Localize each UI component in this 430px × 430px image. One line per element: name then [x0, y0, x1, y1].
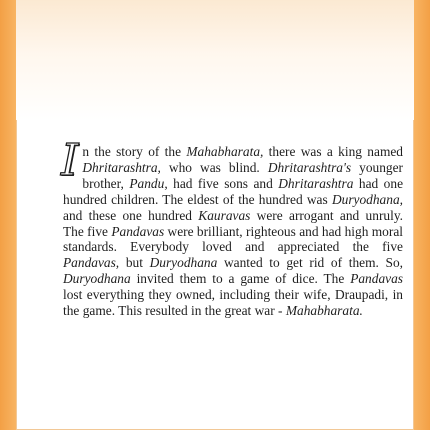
drop-cap: I	[61, 135, 79, 186]
story-italic-term: Duryodhana	[63, 271, 131, 287]
story-text: , had five sons and	[164, 175, 279, 191]
page-right-border	[414, 0, 430, 430]
story-text: younger brother,	[82, 159, 404, 191]
story-italic-term: Duryodhana,	[331, 191, 403, 207]
story-italic-term: Pandavas	[111, 223, 165, 239]
story-text: had one hundred children. The eldest of the hundred was	[63, 175, 404, 207]
story-text: there was a king named	[263, 144, 403, 159]
story-text: who was blind.	[160, 159, 268, 175]
story-text: n the story of the	[82, 144, 187, 159]
story-text: were arrogant and unruly. The five	[63, 207, 403, 239]
story-text: lost everything they owned, including their wife, Draupadi, in the game. This resulted in the great war -	[63, 287, 403, 319]
book-page	[16, 0, 414, 430]
story-italic-term: Kauravas	[198, 207, 251, 223]
story-italic-term: Dhritarashtra's	[267, 159, 352, 175]
story-text: invited them to a game of dice. The	[130, 271, 351, 287]
story-paragraph	[61, 135, 404, 319]
story-text: wanted to get rid of them. So,	[217, 255, 403, 271]
story-italic-term: Pandavas,	[63, 255, 120, 271]
story-italic-term: Dhritarashtra,	[82, 159, 161, 175]
story-text: and these one hundred	[63, 207, 199, 223]
story-italic-term: Pandu	[129, 175, 165, 191]
story-italic-term: Duryodhana	[149, 255, 218, 271]
story-italic-term: Pandavas	[350, 271, 403, 287]
story-text: but	[119, 255, 150, 271]
story-italic-term: Dhritarashtra	[278, 175, 354, 191]
story-text: were brilliant, righteous and had high moral standards. Everybody loved and appreciated the five	[63, 223, 403, 255]
story-italic-term: Mahabharata,	[186, 144, 264, 159]
page-left-border	[0, 0, 16, 430]
story-italic-term: Mahabharata.	[285, 303, 363, 319]
